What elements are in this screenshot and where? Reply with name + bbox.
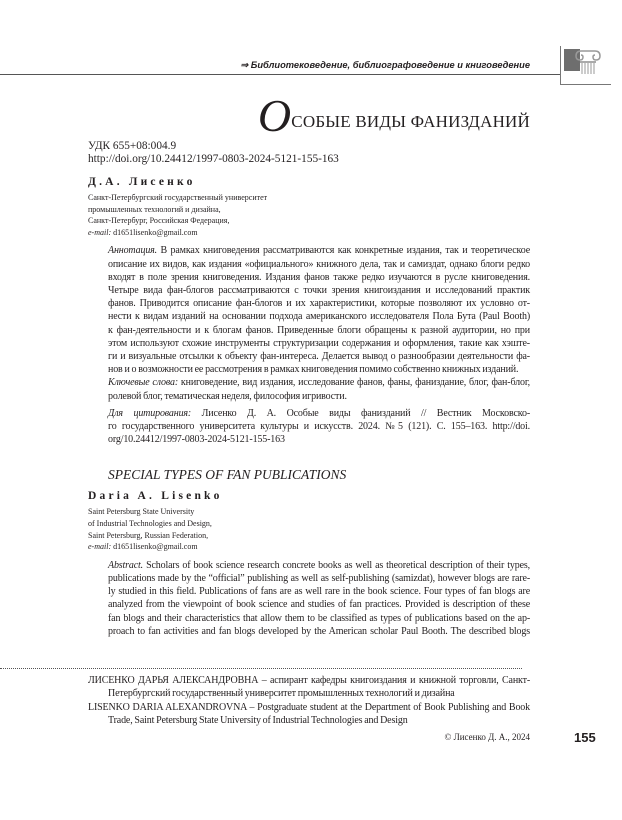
text-line xyxy=(108,420,530,433)
text-line xyxy=(108,390,530,403)
affiliation-line: Санкт-Петербург, Российская Федерация, xyxy=(88,216,230,226)
section-label: Abstract. xyxy=(108,559,144,571)
line-text: ги и визуальные отсылки к объекту фан-интереса. Делается вывод о разнообразии деятельности фа- xyxy=(108,351,530,362)
keywords-ru xyxy=(108,376,530,402)
doi-link[interactable]: http://doi.org/10.24412/1997-0803-2024-5121-155-163 xyxy=(88,153,339,165)
line-text: ly studied in this field. Publications of fans are as well rare in the book science. Four types of fan blogs are xyxy=(108,586,530,598)
abstract-ru xyxy=(108,244,530,376)
author-name-en: Daria A. Lisenko xyxy=(88,490,223,503)
affiliation-en xyxy=(88,506,530,552)
line-text: входят в поле зрения книговедения. Издания фанов также редко изучаются в русле книговедения. xyxy=(108,271,530,283)
author-name-ru: Д.А. Лисенко xyxy=(88,176,196,188)
article-column xyxy=(88,0,530,763)
article-title-en: SPECIAL TYPES OF FAN PUBLICATIONS xyxy=(108,467,347,483)
bio-line: Петербургский государственный университет промышленных технологий и дизайна xyxy=(108,688,455,700)
line-text: нов и о возможности ее рассмотрения в рамках книговедения помимо собственно книжных изданий. xyxy=(108,364,519,376)
affiliation-line: Saint Petersburg State University xyxy=(88,507,195,517)
copyright: © Лисенко Д. А., 2024 xyxy=(444,731,530,742)
text-line xyxy=(108,598,530,611)
text-line xyxy=(108,350,530,363)
text-line xyxy=(108,284,530,297)
bio-line: ЛИСЕНКО ДАРЬЯ АЛЕКСАНДРОВНА – аспирант кафедры книгоиздания и книжной торговли, Санкт- xyxy=(88,675,530,687)
line-text: publications made by the “official” publishing as well as self-publishing (samizdat), however blogs are rare- xyxy=(108,573,530,584)
line-text: Лисенко Д. А. Особые виды фанизданий // Вестник Московско- xyxy=(191,407,530,419)
journal-logo xyxy=(560,46,611,85)
bio-line: Trade, Saint Petersburg State University of Industrial Technologies and Design xyxy=(108,715,408,727)
text-line xyxy=(108,271,530,284)
line-text: fan blogs and their characteristics that allow them to be classified as types of publications based on the ap- xyxy=(108,612,530,624)
title-initial: О xyxy=(257,90,292,141)
text-line xyxy=(108,559,530,572)
title-rest: СОБЫЕ ВИДЫ ФАНИЗДАНИЙ xyxy=(291,112,530,131)
affiliation-line: Saint Petersburg, Russian Federation, xyxy=(88,530,209,540)
author-bio xyxy=(88,674,530,728)
text-line xyxy=(108,376,530,389)
affiliation-line: of Industrial Technologies and Design, xyxy=(88,519,212,529)
page-number: 155 xyxy=(574,730,596,745)
affiliation-line: промышленных технологий и дизайна, xyxy=(88,204,221,214)
line-text: нести к видам изданий на основании подхода американского исследователя Пола Бута (Paul Booth) xyxy=(108,311,530,323)
text-line xyxy=(108,363,530,376)
text-line xyxy=(108,337,530,350)
footnote-separator xyxy=(0,668,522,669)
line-text: analyzed from the viewpoint of book science and studies of fan practices. Provided is description of these xyxy=(108,599,530,611)
affiliation-ru xyxy=(88,192,530,238)
email-link[interactable]: d1651lisenko@gmail.com xyxy=(113,227,198,237)
text-line xyxy=(108,407,530,420)
line-text: ролевой блог, тематическая неделя, философия игривости. xyxy=(108,390,347,402)
line-text: фанов. Приводится описание фан-блогов и их характеристики, которые позволяют их условно от- xyxy=(108,298,530,310)
abstract-en xyxy=(108,559,530,638)
line-text: Scholars of book science research concrete books as well as theoretical description of their types, xyxy=(143,559,530,571)
email-link[interactable]: d1651lisenko@gmail.com xyxy=(113,542,198,552)
email-label: e-mail: xyxy=(88,227,112,237)
text-line xyxy=(108,297,530,310)
line-text: proach to fan activities and fan blogs developed by the American scholar Paul Booth. The described blogs xyxy=(108,625,530,637)
text-line xyxy=(108,324,530,337)
line-text: В рамках книговедения рассматриваются как конкретные издания, так и теоретическое xyxy=(157,245,530,257)
line-text: го государственного университета культуры и искусств. 2024. №5 (121). С. 155–163. http://doi. xyxy=(108,421,530,433)
text-line xyxy=(108,625,530,638)
section-label: Для цитирования: xyxy=(108,407,192,419)
line-text: к фан-деятельности и к блогам фанов. Приведенные блоги обращены к разной аудитории, но при xyxy=(108,324,530,336)
line-text: Четыре вида фан-блогов рассматриваются с точки зрения книгоиздания и исследований практик xyxy=(108,284,530,296)
line-text: книговедение, вид издания, исследование фанов, фаны, фаниздание, блог, фан-блог, xyxy=(178,377,530,389)
bio-line: LISENKO DARIA ALEXANDROVNA – Postgraduate student at the Department of Book Publishing and Book xyxy=(88,701,530,713)
text-line xyxy=(108,433,530,446)
line-text: описание их видов, как издания «официального» книжного дела, так и самиздат, однако блоги редко xyxy=(108,258,530,270)
affiliation-line: Санкт-Петербургский государственный университет xyxy=(88,193,268,202)
section-label: Ключевые слова: xyxy=(108,377,179,389)
email-label: e-mail: xyxy=(88,542,112,552)
text-line xyxy=(108,244,530,257)
ionic-column-capital-icon xyxy=(575,50,601,74)
text-line xyxy=(108,310,530,323)
text-line xyxy=(108,572,530,585)
section-label: Аннотация. xyxy=(108,245,158,257)
section-title: Библиотековедение, библиографоведение и книговедение xyxy=(250,60,530,70)
udk-code: УДК 655+08:004.9 xyxy=(88,140,177,152)
citation-ru xyxy=(108,407,530,447)
text-line xyxy=(108,258,530,271)
article-title xyxy=(88,90,530,141)
arrow-icon: ⇒ xyxy=(240,60,249,70)
text-line xyxy=(108,612,530,625)
line-text: org/10.24412/1997-0803-2024-5121-155-163 xyxy=(108,434,285,446)
text-line xyxy=(108,585,530,598)
line-text: этом используют схожие инструменты структуризации содержания и оформления, такие как хэште- xyxy=(108,337,530,349)
